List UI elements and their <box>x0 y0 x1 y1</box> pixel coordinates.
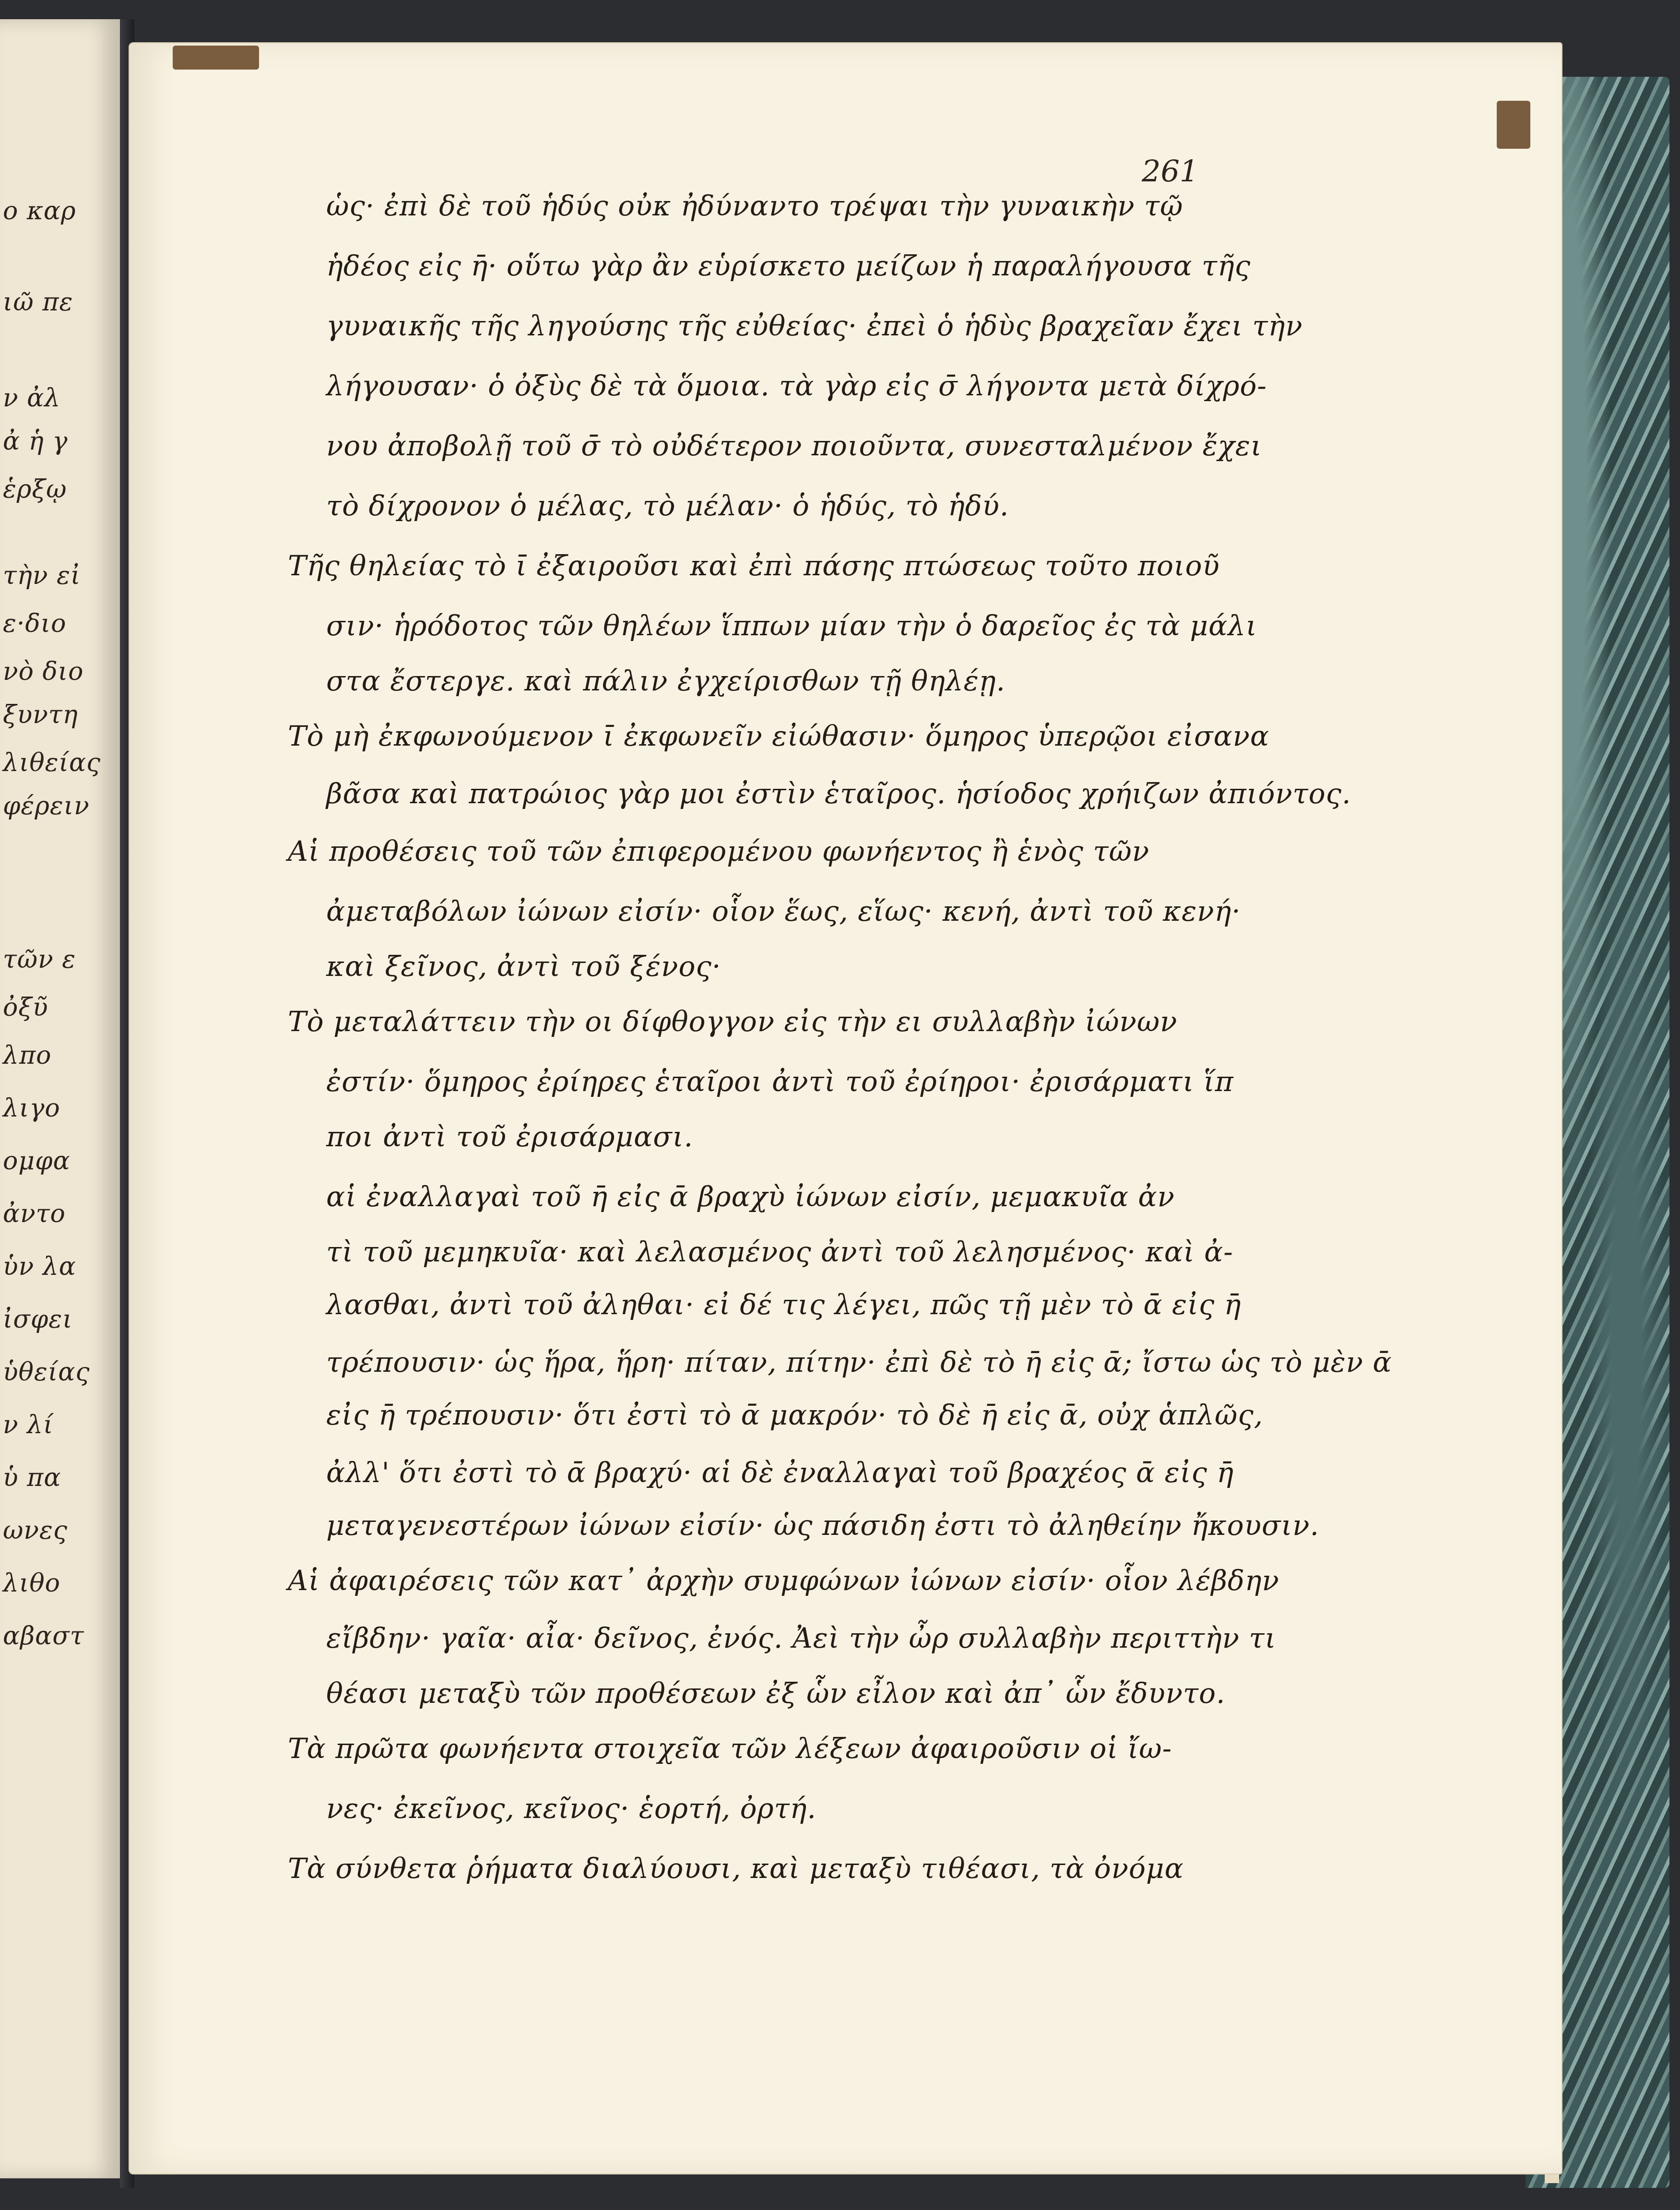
left-page-line: ιῶ πε <box>3 288 73 317</box>
left-page-line: ο καρ <box>3 197 76 226</box>
left-page-line: λπο <box>3 1041 52 1070</box>
text-line: Τὸ μεταλάττειν τὴν οι δίφθογγον εἰς τὴν ει συλλαβὴν ἰώνων <box>288 1005 1178 1038</box>
left-page-line: ε·διο <box>3 609 67 638</box>
text-line: Τῆς θηλείας τὸ ῑ ἐξαιροῦσι καὶ ἐπὶ πάσης πτώσεως τοῦτο ποιοῦ <box>288 549 1220 582</box>
text-line: ἀλλ' ὅτι ἐστὶ τὸ ᾱ βραχύ· αἱ δὲ ἐναλλαγαὶ τοῦ βραχέος ᾱ εἰς η̄ <box>326 1456 1234 1489</box>
left-page-line: ξυντη <box>3 701 78 729</box>
text-line: λασθαι, ἀντὶ τοῦ ἀληθαι· εἰ δέ τις λέγει, πῶς τῇ μὲν τὸ ᾱ εἰς η̄ <box>326 1288 1242 1321</box>
text-line: ποι ἀντὶ τοῦ ἐρισάρμασι. <box>326 1120 694 1153</box>
left-page-line: ὀξῦ <box>3 993 48 1022</box>
left-page-line: ὑ πα <box>3 1463 61 1492</box>
text-line: ἀμεταβόλων ἰώνων εἰσίν· οἷον ἕως, εἵως· κενή, ἀντὶ τοῦ κενή· <box>326 895 1241 927</box>
left-page-line: ἰσφει <box>3 1305 73 1334</box>
text-line: μεταγενεστέρων ἰώνων εἰσίν· ὡς πάσιδη ἐστι τὸ ἀληθείην ἤκουσιν. <box>326 1509 1320 1542</box>
left-page-line: ωνες <box>3 1516 68 1545</box>
text-line: Τὰ σύνθετα ῥήματα διαλύουσι, καὶ μεταξὺ τιθέασι, τὰ ὀνόμα <box>288 1852 1184 1885</box>
text-line: βᾶσα καὶ πατρώιος γὰρ μοι ἐστὶν ἑταῖρος. ἡσίοδος χρήιζων ἀπιόντος. <box>326 777 1351 810</box>
text-line: εἴβδην· γαῖα· αἶα· δεῖνος, ἐνός. Ἀεὶ τὴν ὦρ συλλαβὴν περιττὴν τι <box>326 1622 1277 1654</box>
text-line: ἡδέος εἰς η̄· οὕτω γὰρ ἂν εὑρίσκετο μείζων ἡ παραλήγουσα τῆς <box>326 250 1251 282</box>
text-line: τὶ τοῦ μεμηκυῖα· καὶ λελασμένος ἀντὶ τοῦ λελησμένος· καὶ ἀ- <box>326 1236 1233 1268</box>
text-line: γυναικῆς τῆς ληγούσης τῆς εὐθείας· ἐπεὶ ὁ ἡδὺς βραχεῖαν ἔχει τὴν <box>326 309 1303 342</box>
page-number: 261 <box>1142 154 1199 189</box>
left-page-line: φέρειν <box>3 792 90 820</box>
left-page-line: ἀ ἡ γ <box>3 427 68 456</box>
text-line: λήγουσαν· ὁ ὀξὺς δὲ τὰ ὅμοια. τὰ γὰρ εἰς σ̄ λήγοντα μετὰ δίχρό- <box>326 369 1267 402</box>
text-line: ἐστίν· ὅμηρος ἐρίηρες ἑταῖροι ἀντὶ τοῦ ἐρίηροι· ἐρισάρματι ἵπ <box>326 1065 1234 1098</box>
left-page-line: ν λί <box>3 1411 54 1439</box>
left-facing-page <box>0 19 120 2178</box>
left-page-line: ἀντο <box>3 1200 66 1228</box>
text-line: Τὰ πρῶτα φωνήεντα στοιχεῖα τῶν λέξεων ἀφαιροῦσιν οἱ ἴω- <box>288 1732 1172 1765</box>
left-page-line: τῶν ε <box>3 945 76 974</box>
left-page-line: ν ἀλ <box>3 384 61 413</box>
left-page-line: λιθείας <box>3 749 101 777</box>
text-line: εἰς η̄ τρέπουσιν· ὅτι ἐστὶ τὸ ᾱ μακρόν· τὸ δὲ η̄ εἰς ᾱ, οὐχ ἁπλῶς, <box>326 1399 1264 1431</box>
text-line: αἱ ἐναλλαγαὶ τοῦ η̄ εἰς ᾱ βραχὺ ἰώνων εἰσίν, μεμακυῖα ἀν <box>326 1180 1175 1213</box>
binding-tab <box>173 46 259 70</box>
text-line: ὡς· ἐπὶ δὲ τοῦ ἡδύς οὐκ ἠδύναντο τρέψαι τὴν γυναικὴν τῷ <box>326 190 1183 222</box>
left-page-line: ἑρξῳ <box>3 475 67 504</box>
left-page-line: τὴν εἰ <box>3 561 81 590</box>
text-line: τρέπουσιν· ὡς ἥρα, ἥρη· πίταν, πίτην· ἐπὶ δὲ τὸ η̄ εἰς ᾱ; ἴστω ὡς τὸ μὲν ᾱ <box>326 1346 1392 1378</box>
left-page-line: αβαστ <box>3 1622 84 1651</box>
text-line: Αἱ ἀφαιρέσεις τῶν κατ᾽ ἀρχὴν συμφώνων ἰώνων εἰσίν· οἷον λέβδην <box>288 1564 1279 1597</box>
text-line: νου ἀποβολῇ τοῦ σ̄ τὸ οὐδέτερον ποιοῦντα, συνεσταλμένον ἔχει <box>326 429 1262 462</box>
left-page-line: ὑθείας <box>3 1358 90 1387</box>
left-page-line: λιγο <box>3 1094 60 1123</box>
left-page-line: λιθο <box>3 1569 60 1598</box>
left-page-line: ομφα <box>3 1147 71 1176</box>
text-line: Αἱ προθέσεις τοῦ τῶν ἐπιφερομένου φωνήεντος ἢ ἑνὸς τῶν <box>288 835 1150 867</box>
text-line: νες· ἐκεῖνος, κεῖνος· ἑορτή, ὀρτή. <box>326 1792 816 1825</box>
text-line: τὸ δίχρονον ὁ μέλας, τὸ μέλαν· ὁ ἡδύς, τὸ ἡδύ. <box>326 489 1009 522</box>
text-line: σιν· ἡρόδοτος τῶν θηλέων ἵππων μίαν τὴν ὁ δαρεῖος ἐς τὰ μάλι <box>326 609 1257 642</box>
left-page-line: νὸ διο <box>3 657 84 686</box>
text-line: στα ἔστεργε. καὶ πάλιν ἐγχείρισθων τῇ θηλέῃ. <box>326 665 1006 697</box>
binding-tab <box>1497 101 1530 149</box>
text-line: Τὸ μὴ ἐκφωνούμενον ῑ ἐκφωνεῖν εἰώθασιν· ὅμηρος ὑπερῷοι εἰσανα <box>288 720 1270 752</box>
text-line: καὶ ξεῖνος, ἀντὶ τοῦ ξένος· <box>326 950 722 983</box>
left-page-line: ὑν λα <box>3 1252 76 1281</box>
text-line: θέασι μεταξὺ τῶν προθέσεων ἐξ ὧν εἶλον καὶ ἀπ᾽ ὧν ἔδυντο. <box>326 1677 1226 1710</box>
